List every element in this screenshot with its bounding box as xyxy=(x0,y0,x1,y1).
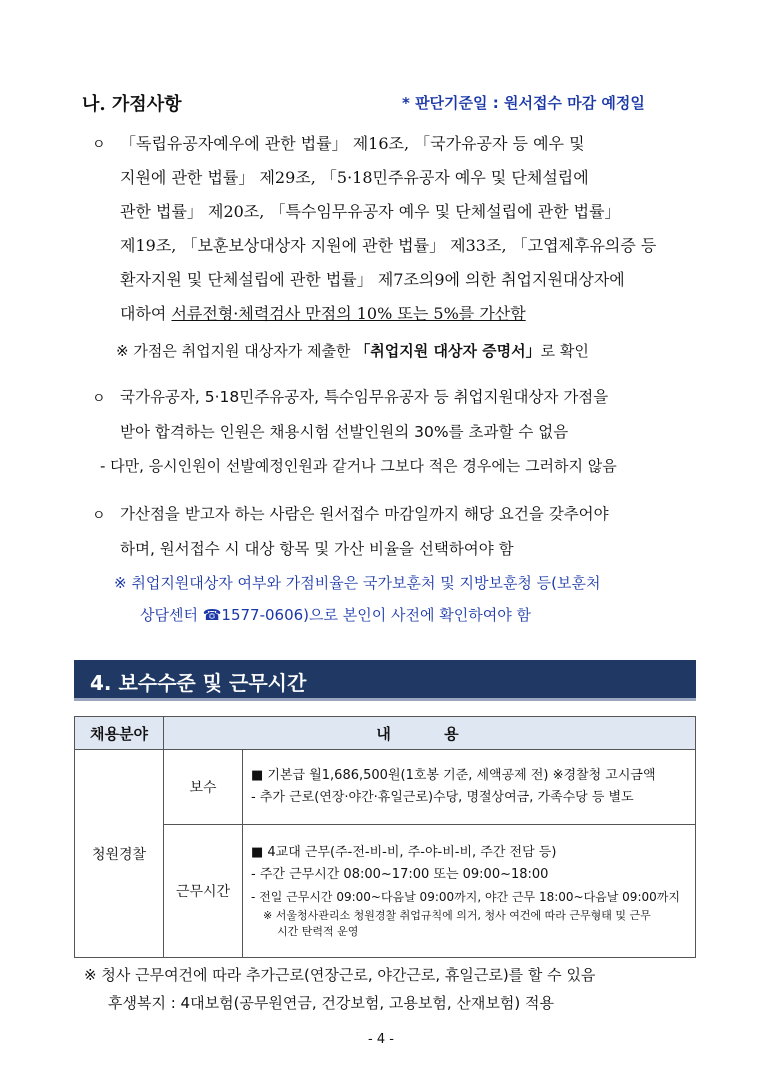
field-cell: 청원경찰 xyxy=(75,750,164,958)
section-title: 나. 가점사항 xyxy=(82,94,182,115)
hours-note-line: ※ 서울청사관리소 청원경찰 취업규칙에 의거, 청사 여건에 따라 근무형태 및 근무 xyxy=(263,909,651,922)
table-header-content: 내 용 xyxy=(164,717,696,750)
bullet-icon: ㅇ xyxy=(92,508,106,524)
item2-line: 국가유공자, 5·18민주유공자, 특수임무유공자 등 취업지원대상자 가점을 xyxy=(120,388,609,406)
item1-last-prefix: 대하여 xyxy=(120,304,172,323)
hours-label: 근무시간 xyxy=(164,825,243,958)
item1-line: 「독립유공자예우에 관한 법률」 제16조, 「국가유공자 등 예우 및 xyxy=(120,134,585,153)
section4-title: 4. 보수수준 및 근무시간 xyxy=(90,671,307,695)
hours-line: ■ 4교대 근무(주-전-비-비, 주-야-비-비, 주간 전담 등) xyxy=(251,845,557,860)
pay-line: - 추가 근로(연장·야간·휴일근로)수당, 명절상여금, 가족수당 등 별도 xyxy=(251,790,634,805)
item3-line: 하며, 원서접수 시 대상 항목 및 가산 비율을 선택하여야 함 xyxy=(120,540,514,558)
table-row xyxy=(75,825,696,958)
item1-note-bold: 「취업지원 대상자 증명서」 xyxy=(355,342,541,360)
bullet-icon: ㅇ xyxy=(92,391,106,407)
pay-line: ■ 기본급 월1,686,500원(1호봉 기준, 세액공제 전) ※경찰청 고시금액 xyxy=(251,768,656,783)
item3-note-line: ※ 취업지원대상자 여부와 가점비율은 국가보훈처 및 지방보훈청 등(보훈처 xyxy=(114,574,601,592)
criterion-note: * 판단기준일 : 원서접수 마감 예정일 xyxy=(402,94,645,112)
footer-note: 후생복지 : 4대보험(공무원연금, 건강보험, 고용보험, 산재보험) 적용 xyxy=(108,994,554,1012)
hours-note-line: 시간 탄력적 운영 xyxy=(277,925,359,938)
item3-note-line: 상담센터 ☎1577-0606)으로 본인이 사전에 확인하여야 함 xyxy=(140,606,531,624)
item1-note-suffix: 로 확인 xyxy=(540,342,589,360)
item1-note xyxy=(116,340,589,361)
item3-line: 가산점을 받고자 하는 사람은 원서접수 마감일까지 해당 요건을 갖추어야 xyxy=(120,505,609,523)
hours-content xyxy=(243,825,696,958)
item1-note-prefix: ※ 가점은 취업지원 대상자가 제출한 xyxy=(116,342,356,360)
table-row xyxy=(75,750,696,825)
pay-hours-table xyxy=(74,716,696,958)
item2-dash-line: - 다만, 응시인원이 선발예정인원과 같거나 그보다 적은 경우에는 그러하지 않음 xyxy=(100,457,617,475)
table-header-field: 채용분야 xyxy=(75,717,164,750)
item1-line: 관한 법률」 제20조, 「특수임무유공자 예우 및 단체설립에 관한 법률」 xyxy=(120,202,621,221)
item1-line: 제19조, 「보훈보상대상자 지원에 관한 법률」 제33조, 「고엽제후유의증 등 xyxy=(120,236,657,255)
pay-label: 보수 xyxy=(164,750,243,825)
item2-line: 받아 합격하는 인원은 채용시험 선발인원의 30%를 초과할 수 없음 xyxy=(120,423,569,441)
item1-line: 환자지원 및 단체설립에 관한 법률」 제7조의9에 의한 취업지원대상자에 xyxy=(120,270,625,289)
page-number: - 4 - xyxy=(368,1032,394,1047)
section4-header xyxy=(74,660,696,701)
item1-underlined-text: 서류전형·체력검사 만점의 10% 또는 5%를 가산함 xyxy=(171,304,526,323)
item1-line: 지원에 관한 법률」 제29조, 「5·18민주유공자 예우 및 단체설립에 xyxy=(120,168,589,187)
pay-content xyxy=(243,750,696,825)
bullet-icon: ㅇ xyxy=(92,137,106,153)
hours-line: - 주간 근무시간 08:00~17:00 또는 09:00~18:00 xyxy=(251,867,549,882)
footer-note: ※ 청사 근무여건에 따라 추가근로(연장근로, 야간근로, 휴일근로)를 할 수 있음 xyxy=(84,966,596,984)
table-header-row xyxy=(75,717,696,750)
item1-last-line xyxy=(120,301,526,324)
hours-line: - 전일 근무시간 09:00~다음날 09:00까지, 야간 근무 18:00~다음날 09:00까지 xyxy=(251,890,680,904)
